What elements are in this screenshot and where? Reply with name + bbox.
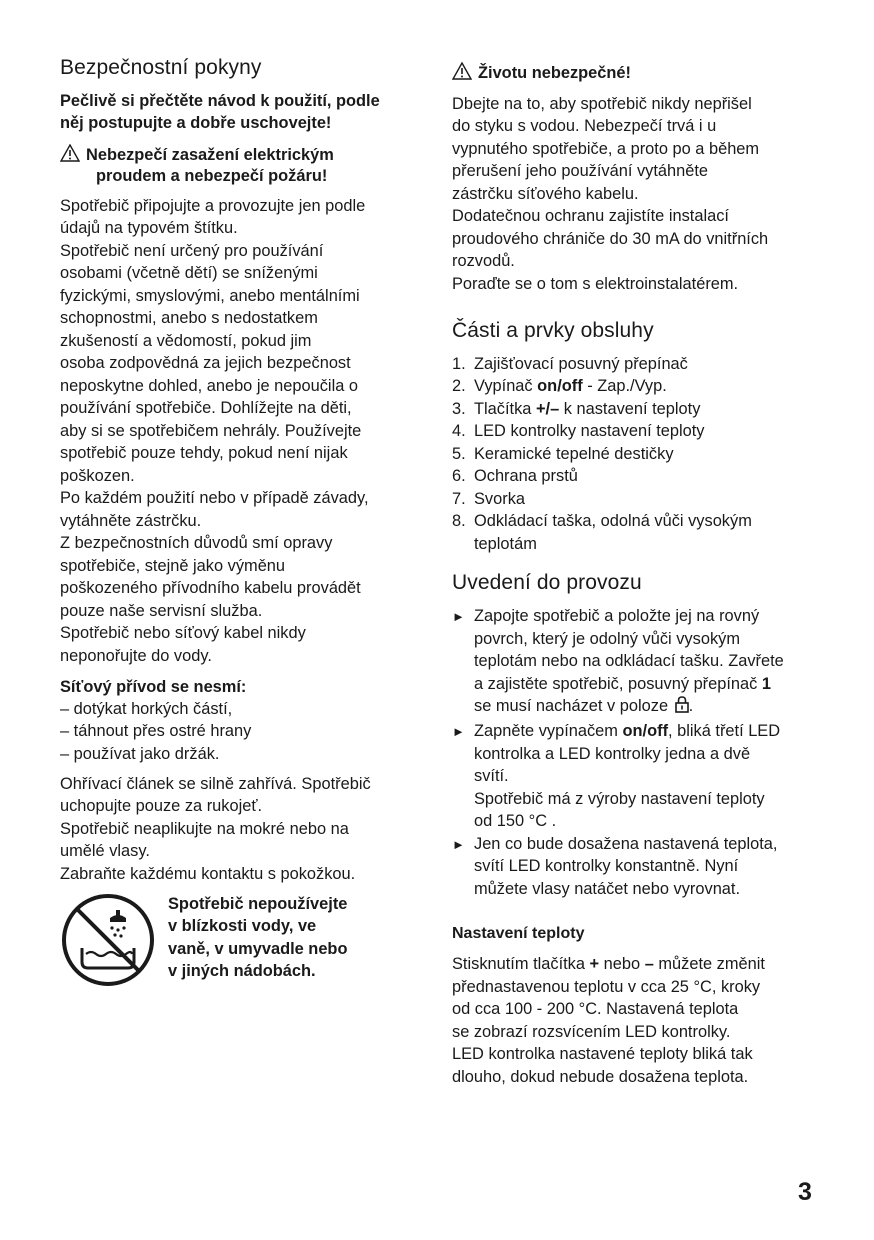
body-line: schopnostmi, anebo s nedostatkem [60, 309, 318, 327]
step-line: ► Jen co bude dosažena nastavená teplota, [452, 833, 777, 856]
body-line: zástrčku síťového kabelu. [452, 185, 639, 203]
body-line: fyzickými, smyslovými, anebo mentálními [60, 287, 360, 305]
body-line: vypnutého spotřebiče, a proto po a během [452, 140, 760, 158]
list-item: 7. Svorka [452, 490, 526, 508]
step-line: a zajistěte spotřebič, posuvný přepínač 1 [474, 675, 772, 693]
body-line: proudového chrániče do 30 mA do vnitřních [452, 230, 769, 248]
water-warning-line: v jiných nádobách. [168, 962, 316, 980]
temp-line: Stisknutím tlačítka + nebo – můžete změnit [452, 955, 765, 973]
step-line: ► Zapojte spotřebič a položte jej na rovný [452, 605, 759, 628]
arrow-bullet-icon: ► [452, 724, 465, 739]
body-line: používání spotřebiče. Dohlížejte na děti, [60, 399, 352, 417]
arrow-bullet-icon: ► [452, 609, 465, 624]
padlock-icon [675, 696, 689, 713]
danger-heading [452, 62, 631, 84]
step-line: kontrolka a LED kontrolky jedna a dvě [474, 745, 751, 763]
step-line: se musí nacházet v poloze . [474, 697, 694, 715]
body-line: osobami (včetně dětí) se sníženými [60, 264, 318, 282]
arrow-bullet-icon: ► [452, 837, 465, 852]
step-line: Spotřebič má z výroby nastavení teploty [474, 790, 765, 808]
water-warning-line: Spotřebič nepoužívejte [168, 895, 348, 913]
body-line: Spotřebič není určený pro používání [60, 242, 324, 260]
body-line: Dodatečnou ochranu zajistíte instalací [452, 207, 729, 225]
step-line: od 150 °C . [474, 812, 557, 830]
cord-item: – používat jako držák. [60, 745, 220, 763]
body-line: Po každém použití nebo v případě závady, [60, 489, 369, 507]
warning-electric-line: proudem a nebezpečí požáru! [96, 167, 328, 185]
list-item: 1. Zajišťovací posuvný přepínač [452, 355, 688, 373]
body-line: umělé vlasy. [60, 842, 150, 860]
temp-heading: Nastavení teploty [452, 925, 585, 942]
water-warning-line: v blízkosti vody, ve [168, 917, 317, 935]
warning-electric-line: Nebezpečí zasažení elektrickým [86, 146, 334, 164]
step-line: ► Zapněte vypínačem on/off, bliká třetí LED [452, 720, 780, 743]
step-line: svítí. [474, 767, 509, 785]
temp-line: přednastavenou teplotu v cca 25 °C, kroky [452, 978, 761, 996]
body-line: uchopujte pouze za rukojeť. [60, 797, 263, 815]
water-warning-line: vaně, v umyvadle nebo [168, 940, 348, 958]
safety-title: Bezpečnostní pokyny [60, 56, 262, 79]
body-line: neponořujte do vody. [60, 647, 212, 665]
body-line: pouze naše servisní služba. [60, 602, 263, 620]
temp-line: LED kontrolka nastavené teploty bliká tak [452, 1045, 753, 1063]
list-item: 2. Vypínač on/off - Zap./Vyp. [452, 377, 667, 395]
warning-triangle-icon [60, 144, 80, 162]
list-item: 4. LED kontrolky nastavení teploty [452, 422, 705, 440]
body-line: Zabraňte každému kontaktu s pokožkou. [60, 865, 356, 883]
intro-line: Pečlivě si přečtěte návod k použití, podle [60, 92, 380, 110]
body-line: do styku s vodou. Nebezpečí trvá i u [452, 117, 717, 135]
body-line: poškozen. [60, 467, 135, 485]
startup-title: Uvedení do provozu [452, 571, 642, 594]
temp-line: dlouho, dokud nebude dosažena teplota. [452, 1068, 749, 1086]
body-line: spotřebiče, stejně jako výměnu [60, 557, 286, 575]
cord-heading: Síťový přívod se nesmí: [60, 678, 247, 696]
cord-item: – táhnout přes ostré hrany [60, 722, 252, 740]
body-line: Dbejte na to, aby spotřebič nikdy nepřišel [452, 95, 752, 113]
body-line: Spotřebič nebo síťový kabel nikdy [60, 624, 306, 642]
body-line: rozvodů. [452, 252, 515, 270]
body-line: údajů na typovém štítku. [60, 219, 238, 237]
list-item: 5. Keramické tepelné destičky [452, 445, 674, 463]
body-line: Poraďte se o tom s elektroinstalatérem. [452, 275, 739, 293]
body-line: poškozeného přívodního kabelu provádět [60, 579, 361, 597]
parts-title: Části a prvky obsluhy [452, 319, 654, 342]
list-item: 3. Tlačítka +/– k nastavení teploty [452, 400, 701, 418]
intro-line: něj postupujte a dobře uschovejte! [60, 114, 332, 132]
list-item: 6. Ochrana prstů [452, 467, 578, 485]
temp-line: se zobrazí rozsvícením LED kontrolky. [452, 1023, 731, 1041]
body-line: Z bezpečnostních důvodů smí opravy [60, 534, 333, 552]
body-line: neposkytne dohled, anebo je nepoučila o [60, 377, 359, 395]
cord-item: – dotýkat horkých částí, [60, 700, 233, 718]
warning-electric [60, 144, 334, 166]
body-line: Ohřívací článek se silně zahřívá. Spotřebič [60, 775, 371, 793]
no-water-icon [60, 892, 156, 988]
step-line: můžete vlasy natáčet nebo vyrovnat. [474, 880, 741, 898]
body-line: spotřebič pouze tehdy, pokud není nijak [60, 444, 348, 462]
page-number: 3 [798, 1178, 812, 1206]
danger-heading-text: Životu nebezpečné! [478, 64, 631, 82]
body-line: vytáhněte zástrčku. [60, 512, 202, 530]
warning-triangle-icon [452, 62, 472, 80]
body-line: osoba zodpovědná za jejich bezpečnost [60, 354, 351, 372]
list-item-cont: teplotám [474, 535, 537, 553]
step-line: povrch, který je odolný vůči vysokým [474, 630, 740, 648]
list-item: 8. Odkládací taška, odolná vůči vysokým [452, 512, 752, 530]
body-line: Spotřebič připojujte a provozujte jen podle [60, 197, 366, 215]
body-line: Spotřebič neaplikujte na mokré nebo na [60, 820, 349, 838]
body-line: přerušení jeho používání vytáhněte [452, 162, 709, 180]
body-line: zkušeností a vědomostí, pokud jim [60, 332, 312, 350]
step-line: svítí LED kontrolky konstantně. Nyní [474, 857, 739, 875]
body-line: aby si se spotřebičem nehrály. Používejte [60, 422, 362, 440]
step-line: teplotám nebo na odkládací tašku. Zavřete [474, 652, 784, 670]
temp-line: od cca 100 - 200 °C. Nastavená teplota [452, 1000, 739, 1018]
